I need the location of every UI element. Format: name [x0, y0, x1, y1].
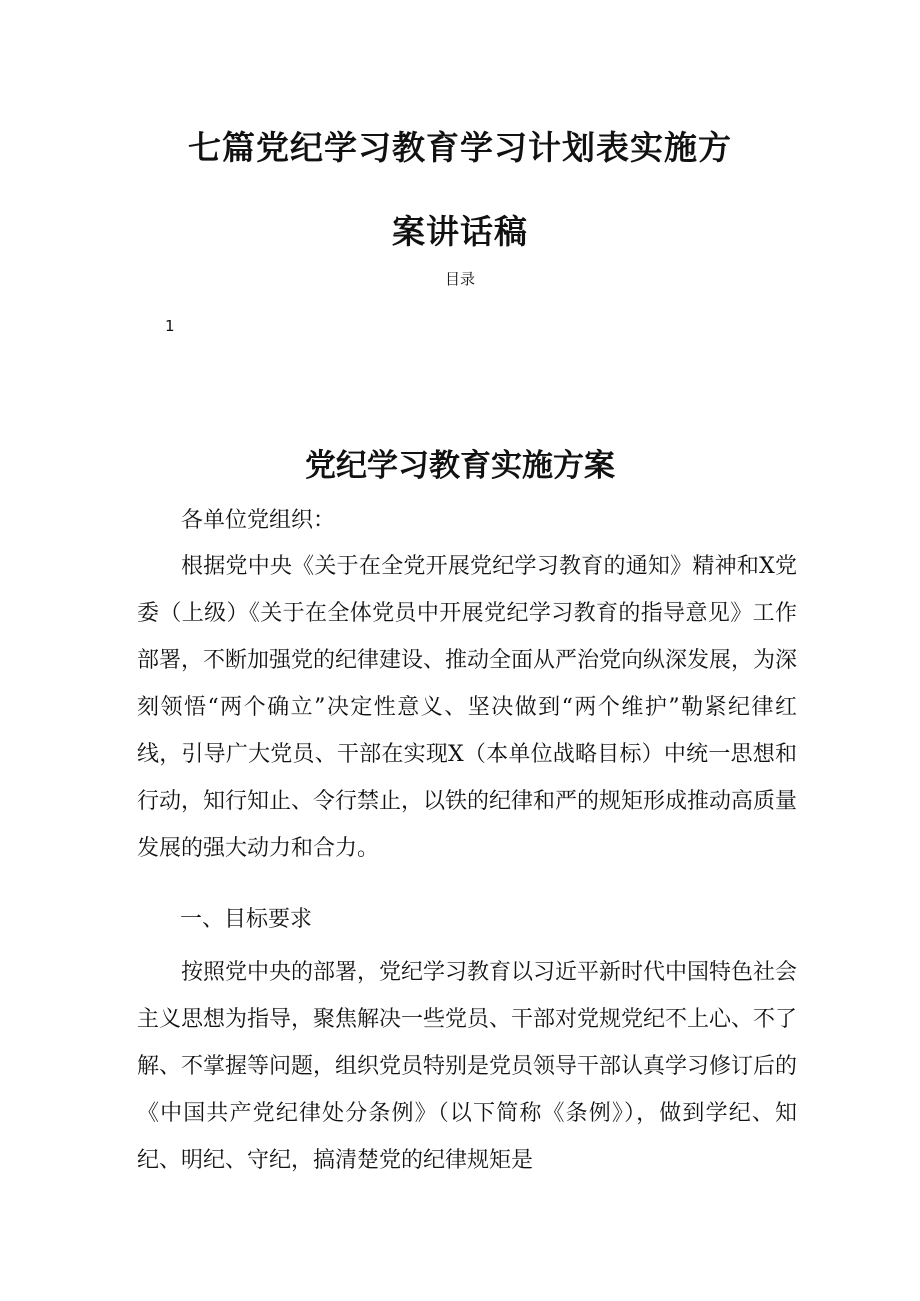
- section-title: 党纪学习教育实施方案: [305, 448, 615, 484]
- section-heading-goals: 一、目标要求: [180, 907, 313, 932]
- body-paragraph-1: 根据党中央《关于在全党开展党纪学习教育的通知》精神和X党委（上级）《关于在全体党员中开展党纪学习教育的指导意见》工作部署，不断加强党的纪律建设、推动全面从严治党向纵深发展，为深刻领悟“两个确立”决定性意义、坚决做到“两个维护”勒紧纪律红线，引导广大党员、干部在实现X（本单位战略目标）中统一思想和行动，知行知止、令行禁止，以铁的纪律和严的规矩形成推动高质量发展的强大动力和合力。: [137, 554, 798, 861]
- document-title-line-1: 七篇党纪学习教育学习计划表实施方: [188, 128, 732, 167]
- toc-heading: 目录: [444, 270, 475, 288]
- document-title-line-2: 案讲话稿: [392, 212, 528, 251]
- toc-entry: 1: [165, 317, 175, 335]
- body-paragraph-2: 按照党中央的部署，党纪学习教育以习近平新时代中国特色社会主义思想为指导，聚焦解决一些党员、干部对党规党纪不上心、不了解、不掌握等问题，组织党员特别是党员领导干部认真学习修订后的《中国共产党纪律处分条例》（以下简称《条例》），做到学纪、知纪、明纪、守纪，搞清楚党的纪律规矩是: [137, 960, 798, 1173]
- salutation: 各单位党组织：: [181, 508, 336, 533]
